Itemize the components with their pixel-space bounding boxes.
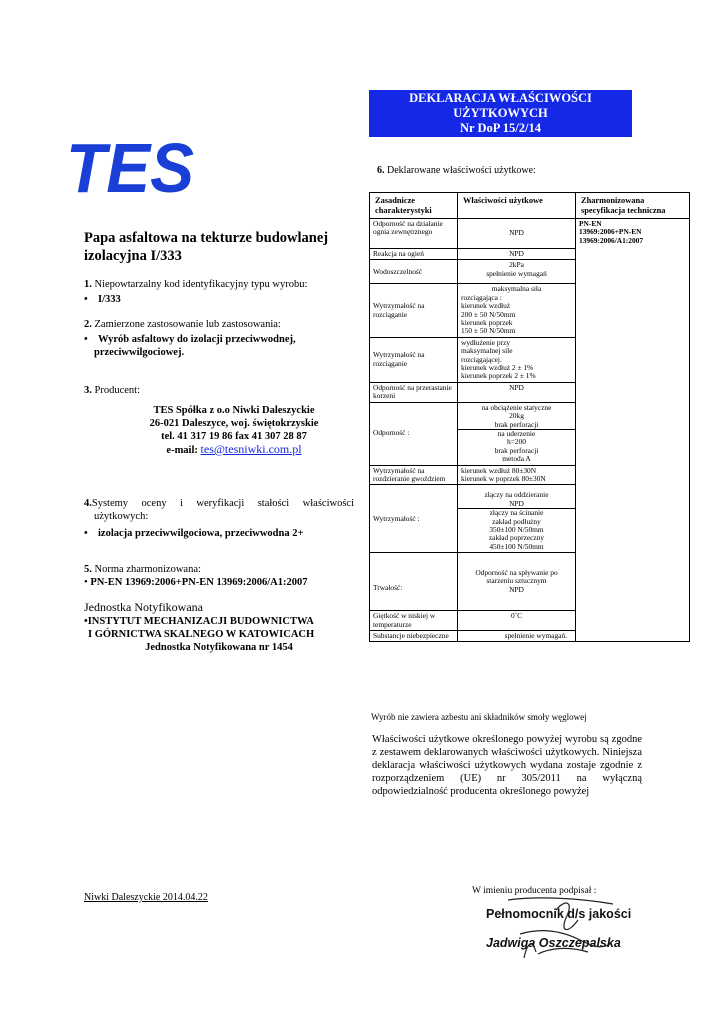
value-line: rozciągającej. bbox=[461, 354, 502, 364]
header-specification: Zharmonizowana specyfikacja techniczna bbox=[576, 193, 690, 219]
producer-company: TES Spółka z o.o Niwki Daleszyckie bbox=[153, 405, 315, 416]
section-6-number: 6. bbox=[377, 165, 385, 176]
value-line: maksymalnej sile bbox=[461, 346, 513, 356]
value-cell: NPD bbox=[458, 382, 576, 402]
title-line-2: UŻYTKOWYCH bbox=[453, 106, 548, 120]
notified-body-line-2: I GÓRNICTWA SKALNEGO W KATOWICACH bbox=[88, 629, 315, 640]
table-header-row bbox=[370, 193, 690, 219]
characteristic-cell: Wytrzymałość na rozciąganie bbox=[370, 284, 458, 337]
asbestos-note: Wyrób nie zawiera azbestu ani składników smoły węglowej bbox=[371, 712, 587, 722]
value-line: NPD bbox=[509, 498, 524, 508]
notified-body-number: Jednostka Notyfikowana nr 1454 bbox=[145, 642, 293, 653]
harmonized-standard: • PN-EN 13969:2006+PN-EN 13969:2006/A1:2007 bbox=[84, 577, 308, 588]
value-line: na uderzenie bbox=[497, 428, 536, 438]
product-name-line-1: Papa asfaltowa na tekturze budowlanej bbox=[84, 230, 329, 246]
characteristic-cell: Odporność na działanie ognia zewnętrznego bbox=[370, 219, 458, 249]
value-subcell bbox=[458, 508, 575, 551]
value-cell bbox=[458, 465, 576, 485]
product-name-line-2: izolacyjna I/333 bbox=[84, 248, 182, 264]
value-line: wydłużenie przy bbox=[461, 337, 511, 347]
section-5-label: Norma zharmonizowana: bbox=[91, 564, 201, 575]
product-code: • I/333 bbox=[84, 293, 354, 306]
intended-use-line-2: przeciwwilgociowej. bbox=[94, 347, 185, 358]
notified-body-name-1: INSTYTUT MECHANIZACJI BUDOWNICTWA bbox=[87, 616, 314, 627]
section-4-label-1: Systemy oceny i weryfikacji stałości właściwości bbox=[91, 498, 354, 509]
tes-logo bbox=[66, 138, 196, 196]
value-line: złączy na ścinanie bbox=[489, 508, 544, 518]
section-1 bbox=[84, 278, 354, 306]
value-cell: NPD bbox=[458, 249, 576, 260]
value-line: metoda A bbox=[502, 454, 531, 464]
conformity-statement: Właściwości użytkowe określonego powyżej wyrobu są zgodne z zestawem deklarowanych właściwości użytkowych. Niniejsza deklaracja właściwości użytkowych wydana zostaje zgodnie z rozporządzeniem (UE) nr 305/2011 na wyłączną odpowiedzialność producenta określonego powyżej bbox=[372, 734, 642, 797]
value-line: zakład poprzeczny bbox=[488, 533, 545, 543]
characteristic-cell: Substancje niebezpieczne bbox=[370, 631, 458, 642]
assessment-system: • izolacja przeciwwilgociowa, przeciwwodna 2+ bbox=[84, 527, 354, 540]
characteristic-cell: Wytrzymałość na rozdzieranie gwoździem bbox=[370, 465, 458, 485]
value-line: kierunek wzdłuż 80±30N bbox=[461, 465, 537, 475]
section-6 bbox=[377, 165, 536, 176]
spec-line: 13969:2006+PN-EN bbox=[579, 227, 642, 237]
producer-block bbox=[84, 404, 354, 457]
section-1-label: Niepowtarzalny kod identyfikacyjny typu wyrobu: bbox=[91, 279, 308, 290]
section-2-number: 2. bbox=[84, 319, 92, 330]
title-line-1: DEKLARACJA WŁAŚCIWOŚCI bbox=[409, 91, 592, 105]
notified-body-title: Jednostka Notyfikowana bbox=[84, 600, 203, 614]
value-cell bbox=[458, 485, 576, 553]
characteristic-cell: Wodoszczelność bbox=[370, 260, 458, 284]
value-cell bbox=[458, 284, 576, 337]
section-3 bbox=[84, 384, 354, 457]
value-line: kierunek wzdłuż 2 ± 1% bbox=[461, 363, 534, 373]
producer-address: 26-021 Daleszyce, woj. świętokrzyskie bbox=[149, 418, 319, 429]
signature-stamp bbox=[478, 896, 648, 966]
signature-label: W imieniu producenta podpisał : bbox=[472, 886, 597, 896]
value-subcell bbox=[458, 429, 575, 464]
spec-line: PN-EN bbox=[579, 219, 602, 228]
section-1-number: 1. bbox=[84, 279, 92, 290]
value-line: kierunek w poprzek 80±30N bbox=[461, 473, 546, 483]
value-cell: NPD bbox=[458, 219, 576, 249]
section-5-number: 5. bbox=[84, 564, 92, 575]
title-line-3: Nr DoP 15/2/14 bbox=[459, 121, 542, 135]
section-2 bbox=[84, 318, 354, 359]
section-4-label-2: użytkowych: bbox=[94, 511, 149, 522]
notified-body-line-1: •INSTYTUT MECHANIZACJI BUDOWNICTWA bbox=[84, 616, 314, 627]
value-cell bbox=[458, 260, 576, 284]
value-line: kierunek poprzek bbox=[461, 318, 513, 328]
characteristic-cell: Reakcja na ogień bbox=[370, 249, 458, 260]
specification-cell bbox=[576, 219, 690, 642]
characteristic-cell: Odporność : bbox=[370, 402, 458, 465]
section-5 bbox=[84, 563, 354, 589]
value-line: złączy na oddzieranie bbox=[484, 490, 549, 500]
characteristic-cell: Wytrzymałość : bbox=[370, 485, 458, 553]
value-line: 2kPa bbox=[509, 260, 524, 270]
value-line: brak perforacji bbox=[494, 419, 539, 429]
value-line: brak perforacji bbox=[494, 445, 539, 455]
spec-line: 13969:2006/A1:2007 bbox=[579, 235, 644, 245]
value-line: starzeniu sztucznym bbox=[486, 576, 547, 586]
value-cell bbox=[458, 553, 576, 611]
value-cell: spełnienie wymagań. bbox=[458, 631, 576, 642]
value-line: 20kg bbox=[509, 411, 524, 421]
characteristic-cell: Giętkość w niskiej w temperaturze bbox=[370, 611, 458, 631]
value-line: 350±100 N/50mm bbox=[489, 524, 544, 534]
harmonized-standard-value: PN-EN 13969:2006+PN-EN 13969:2006/A1:2007 bbox=[90, 577, 308, 588]
logo-text: TES bbox=[66, 138, 194, 196]
section-4-number: 4. bbox=[84, 498, 92, 509]
place-and-date: Niwki Daleszyckie 2014.04.22 bbox=[84, 892, 208, 903]
header-characteristics: Zasadnicze charakterystyki bbox=[370, 193, 458, 219]
notified-body bbox=[84, 600, 354, 654]
value-line: 150 ± 50 N/50mm bbox=[461, 326, 516, 336]
section-2-label: Zamierzone zastosowanie lub zastosowania: bbox=[91, 319, 281, 330]
value-cell: 0˚C bbox=[458, 611, 576, 631]
intended-use-line-1: • Wyrób asfaltowy do izolacji przeciwwodnej, bbox=[84, 333, 354, 346]
stamp-line-2: Jadwiga Oszczepalska bbox=[486, 936, 621, 950]
section-3-number: 3. bbox=[84, 385, 92, 396]
section-4 bbox=[84, 497, 354, 540]
characteristic-cell: Trwałość: bbox=[370, 553, 458, 611]
value-cell bbox=[458, 337, 576, 382]
value-line: 200 ± 50 N/50mm bbox=[461, 309, 516, 319]
value-line: kierunek wzdłuż bbox=[461, 301, 511, 311]
value-line: 450±100 N/50mm bbox=[489, 541, 544, 551]
header-performance: Właściwości użytkowe bbox=[458, 193, 576, 219]
product-name bbox=[84, 229, 354, 265]
value-line: Odporność na spływanie po bbox=[475, 568, 558, 578]
value-line: spełnienie wymagań bbox=[486, 268, 547, 278]
section-6-label: Deklarowane właściwości użytkowe: bbox=[384, 165, 536, 176]
section-3-label: Producent: bbox=[91, 385, 140, 396]
value-line: NPD bbox=[509, 584, 524, 594]
value-cell bbox=[458, 402, 576, 465]
value-line: h=200 bbox=[507, 437, 526, 447]
value-line: rozciągająca : bbox=[461, 292, 502, 302]
characteristic-cell: Wytrzymałość na rozciąganie bbox=[370, 337, 458, 382]
producer-email-link[interactable]: tes@tesniwki.com.pl bbox=[200, 442, 302, 456]
table-row bbox=[370, 219, 690, 249]
email-label: e-mail: bbox=[166, 445, 201, 456]
value-line: kierunek poprzek 2 ± 1% bbox=[461, 371, 536, 381]
producer-phone: tel. 41 317 19 86 fax 41 307 28 87 bbox=[161, 431, 307, 442]
stamp-line-1: Pełnomocnik d/s jakości bbox=[486, 907, 632, 921]
properties-table bbox=[369, 192, 690, 642]
value-line: na obciążenie statyczne bbox=[481, 402, 552, 412]
value-line: zakład podłużny bbox=[492, 516, 541, 526]
characteristic-cell: Odporność na przerastanie korzeni bbox=[370, 382, 458, 402]
declaration-title-box bbox=[369, 90, 632, 137]
value-line: maksymalna siła bbox=[491, 284, 542, 294]
